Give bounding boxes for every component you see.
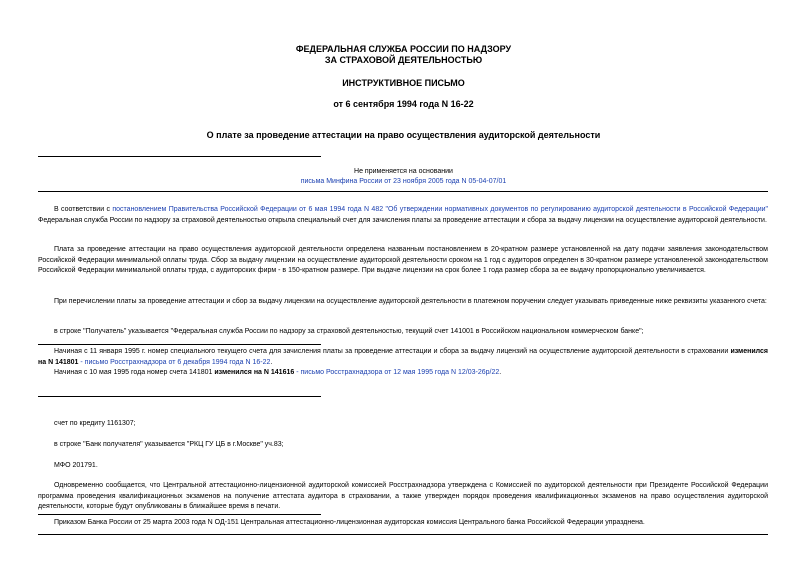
note-2-text: Начиная с 10 мая 1995 года номер счета 141801 [54,369,215,376]
document-subject: О плате за проведение аттестации на право осуществления аудиторской деятельности [206,130,601,140]
note-1-separator: - [78,358,85,366]
note-2-bold: изменился на N 141616 [214,369,295,376]
resolution-link[interactable]: постановлением Правительства Российской Федерации от 6 мая 1994 года N 482 "Об утверждении нормативных документов по регулированию аудиторской деятельности в Российской Федерации" [112,206,769,213]
note-1-bold: изменился на N 141801 [38,348,768,366]
note-1-link[interactable]: письмо Росстрахнадзора от 6 декабря 1994 года N 16-22 [84,358,271,366]
divider-footer-top [38,514,321,515]
note-account-change-2 [38,368,768,379]
paragraph-3: При перечислении платы за проведение аттестации и сбор за выдачу лицензии на осуществление аудиторской деятельности в платежном поручении следует указывать приведенные ниже реквизиты указанного счета: [54,298,767,305]
paragraph-1 [38,205,768,226]
paragraph-6: в строке "Банк получателя" указывается "РКЦ ГУ ЦБ в г.Москве" уч.83; [54,441,284,448]
paragraph-4: в строке "Получатель" указывается "Федеральная служба России по надзору за страховой деятельностью, текущий счет 141001 в Российском национальном коммерческом банке"; [54,328,644,335]
agency-name-line1: ФЕДЕРАЛЬНАЯ СЛУЖБА РОССИИ ПО НАДЗОРУ [295,44,512,54]
paragraph-5: счет по кредиту 1161307; [54,420,136,427]
divider-footer-bottom [38,534,768,535]
document-date: от 6 сентября 1994 года N 16-22 [333,99,474,109]
note-1-text: Начиная с 11 января 1995 г. номер специального текущего счета для зачисления платы за проведение аттестации и сбора за выдачу лицензий на осуществление аудиторской деятельности в страховании [54,348,731,355]
paragraph-9: Приказом Банка России от 25 марта 2003 года N ОД-151 Центральная аттестационно-лицензионная аудиторская комиссия Центрального банка Российской Федерации упразднена. [54,519,645,526]
divider-notes-bottom [38,396,321,397]
paragraph-7: МФО 201791. [54,462,98,469]
note-2-separator: - [294,369,301,376]
notice-text: Не применяется на основании [354,168,453,175]
divider-notice-top [38,156,321,157]
agency-name-line2: ЗА СТРАХОВОЙ ДЕЯТЕЛЬНОСТЬЮ [324,55,483,65]
note-2-link[interactable]: письмо Росстрахнадзора от 12 мая 1995 года N 12/03-26р/22 [300,369,500,376]
note-1-end: . [270,358,273,366]
document-type: ИНСТРУКТИВНОЕ ПИСЬМО [342,78,465,88]
paragraph-8: Одновременно сообщается, что Центральной аттестационно-лицензионной аудиторской комиссией Росстрахнадзора утверждена с Комиссией по аудиторской деятельности при Президенте Российской Федерации программа проведения квалификационных экзаменов на получение аттестата аудитора в страховании, а также утвержден порядок проведения квалификационных экзаменов на право осуществления аудиторской деятельности, которые будут опубликованы в ближайшее время в печати. [38,482,768,510]
note-account-change-1 [38,347,768,368]
note-2-end: . [499,369,502,376]
notice-link[interactable]: письма Минфина России от 23 ноября 2005 года N 05-04-07/01 [300,178,507,185]
paragraph-1-body: Федеральная служба России по надзору за страховой деятельностью открыла специальный счет для зачисления платы за проведение аттестации и сбора за выдачу лицензии на осуществление аудиторской деятельности. [38,216,767,224]
divider-notice-bottom [38,191,768,192]
paragraph-1-intro: В соответствии с [54,206,113,213]
notice-line2 [0,177,807,188]
divider-notes-top [38,344,321,345]
paragraph-2: Плата за проведение аттестации на право осуществления аудиторской деятельности определена названным постановлением в 20-кратном размере установленной на дату подачи заявления законодательством Российской Федерации минимальной оплаты труда. Сбор за выдачу лицензии на осуществление аудиторской деятельности сроком на 1 год с аудиторов определен в 30-кратном размере установленной законодательством Российской Федерации минимальной оплаты труда, с аудиторских фирм - в 150-кратном размере. При выдаче лицензии на срок более 1 года размер сбора за ее выдачу пропорционально увеличивается. [38,246,768,274]
